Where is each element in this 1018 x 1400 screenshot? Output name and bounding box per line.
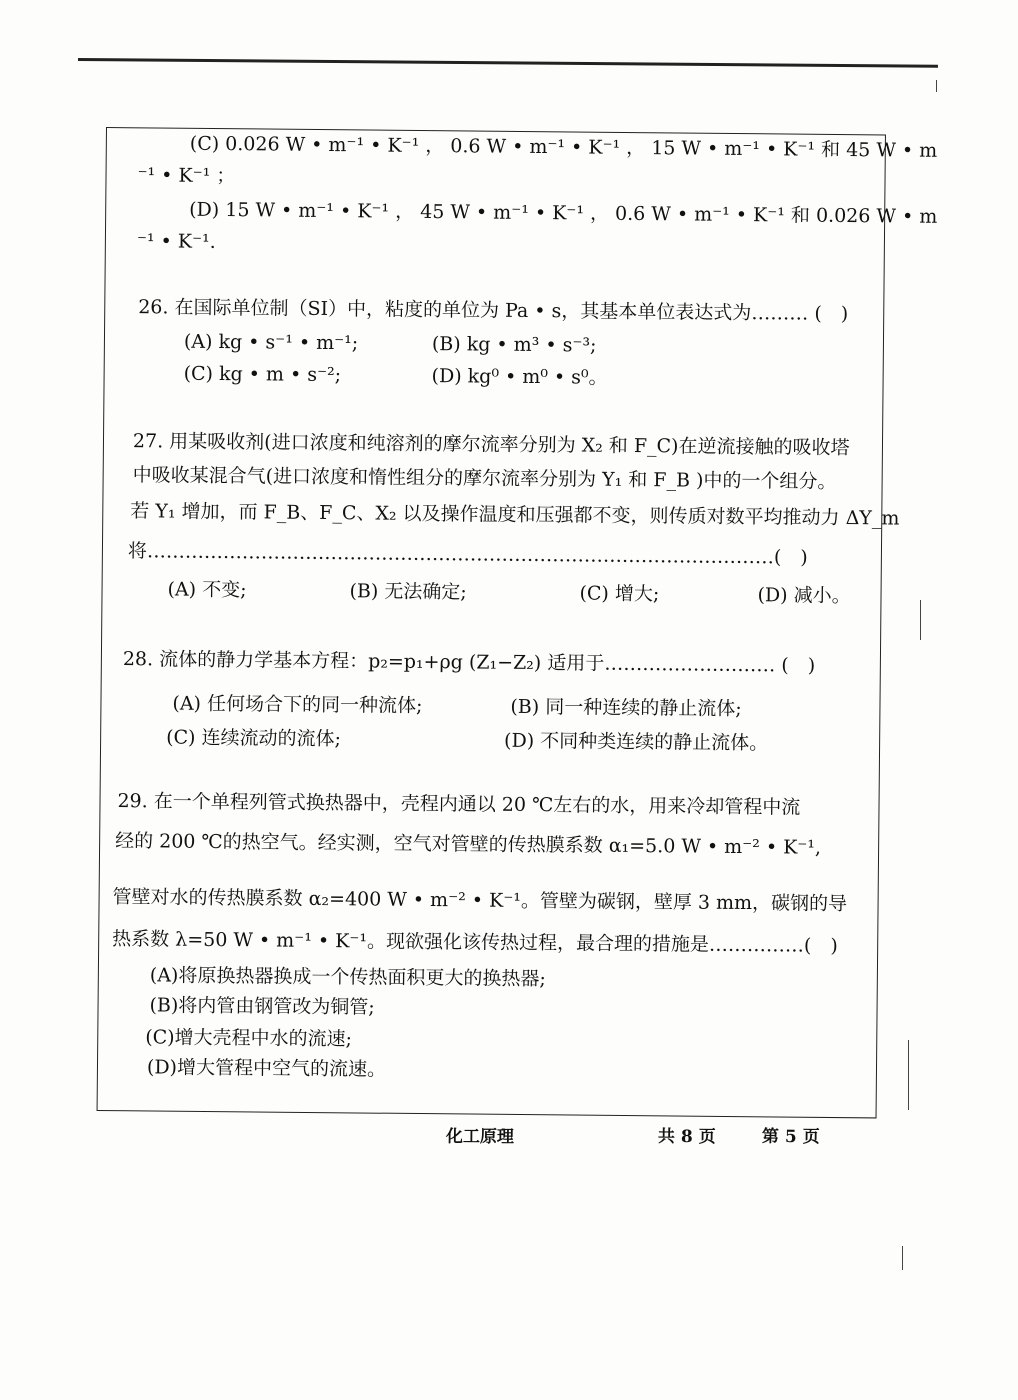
q27-option-a: (A) 不变; [167,578,247,602]
q27-option-b: (B) 无法确定; [349,580,467,604]
q26-option-d: (D) kg⁰ • m⁰ • s⁰。 [431,365,608,389]
q26-option-a: (A) kg • s⁻¹ • m⁻¹; [183,330,359,355]
q25-option-d-cont: ⁻¹ • K⁻¹. [136,230,216,253]
q29-option-b: (B)将内管由钢管改为铜管; [149,994,375,1019]
q27-line1: 27. 用某吸收剂(进口浓度和纯溶剂的摩尔流率分别为 X₂ 和 F_C)在逆流接触的吸收塔 [132,430,850,460]
q26-option-b: (B) kg • m³ • s⁻³; [431,333,597,357]
q25-option-c: (C) 0.026 W • m⁻¹ • K⁻¹ ， 0.6 W • m⁻¹ • K⁻¹ ， 15 W • m⁻¹ • K⁻¹ 和 45 W • m [189,132,938,162]
q28-option-b: (B) 同一种连续的静止流体; [510,695,742,720]
header-rule [78,58,938,68]
q29-line3: 管壁对水的传热膜系数 α₂=400 W • m⁻² • K⁻¹。管壁为碳钢，壁厚 3 mm，碳钢的导 [112,885,848,916]
q28-option-c: (C) 连续流动的流体; [166,726,342,751]
q28-option-d: (D) 不同种类连续的静止流体。 [504,729,769,755]
q27-option-d: (D) 减小。 [757,584,851,608]
exam-content [111,126,938,1113]
q27-line4: 将………………………………………………………………………………………( ) [127,540,808,569]
q29-line1: 29. 在一个单程列管式换热器中，壳程内通以 20 ℃左右的水，用来冷却管程中流 [117,790,801,819]
q27-line2: 中吸收某混合气(进口浓度和惰性组分的摩尔流率分别为 Y₁ 和 F_B )中的一个组分。 [132,464,837,493]
q28-option-a: (A) 任何场合下的同一种流体; [172,692,423,717]
q27-line3: 若 Y₁ 增加，而 F_B、F_C、X₂ 以及操作温度和压强都不变，则传质对数平均推动力 ΔY_m [130,500,900,530]
footer-page-number: 第 5 页 [761,1126,820,1148]
q29-line4: 热系数 λ=50 W • m⁻¹ • K⁻¹。现欲强化该传热过程，最合理的措施是……………( ) [112,927,838,957]
q29-option-a: (A)将原换热器换成一个传热面积更大的换热器; [149,964,546,991]
q28-stem: 28. 流体的静力学基本方程：p₂=p₁+ρg (Z₁−Z₂) 适用于……………………… ( ) [122,648,816,677]
q25-option-d: (D) 15 W • m⁻¹ • K⁻¹ ， 45 W • m⁻¹ • K⁻¹ ， 0.6 W • m⁻¹ • K⁻¹ 和 0.026 W • m [189,198,938,228]
q27-option-c: (C) 增大; [579,582,660,606]
q25-option-c-cont: ⁻¹ • K⁻¹ ； [137,164,236,188]
footer-subject: 化工原理 [445,1126,515,1148]
scan-mark [936,80,937,92]
scan-mark [920,600,921,640]
scan-mark [902,1246,903,1270]
q29-line2: 经的 200 ℃的热空气。经实测，空气对管壁的传热膜系数 α₁=5.0 W • m⁻² • K⁻¹, [115,829,822,859]
footer-total-pages: 共 8 页 [657,1126,716,1148]
q26-option-c: (C) kg • m • s⁻²; [183,362,342,387]
q26-stem: 26. 在国际单位制（SI）中，粘度的单位为 Pa • s，其基本单位表达式为……… ( ) [138,296,849,325]
scan-mark [908,1040,909,1110]
q29-option-c: (C)增大壳程中水的流速; [145,1026,353,1051]
q29-option-d: (D)增大管程中空气的流速。 [146,1056,387,1081]
